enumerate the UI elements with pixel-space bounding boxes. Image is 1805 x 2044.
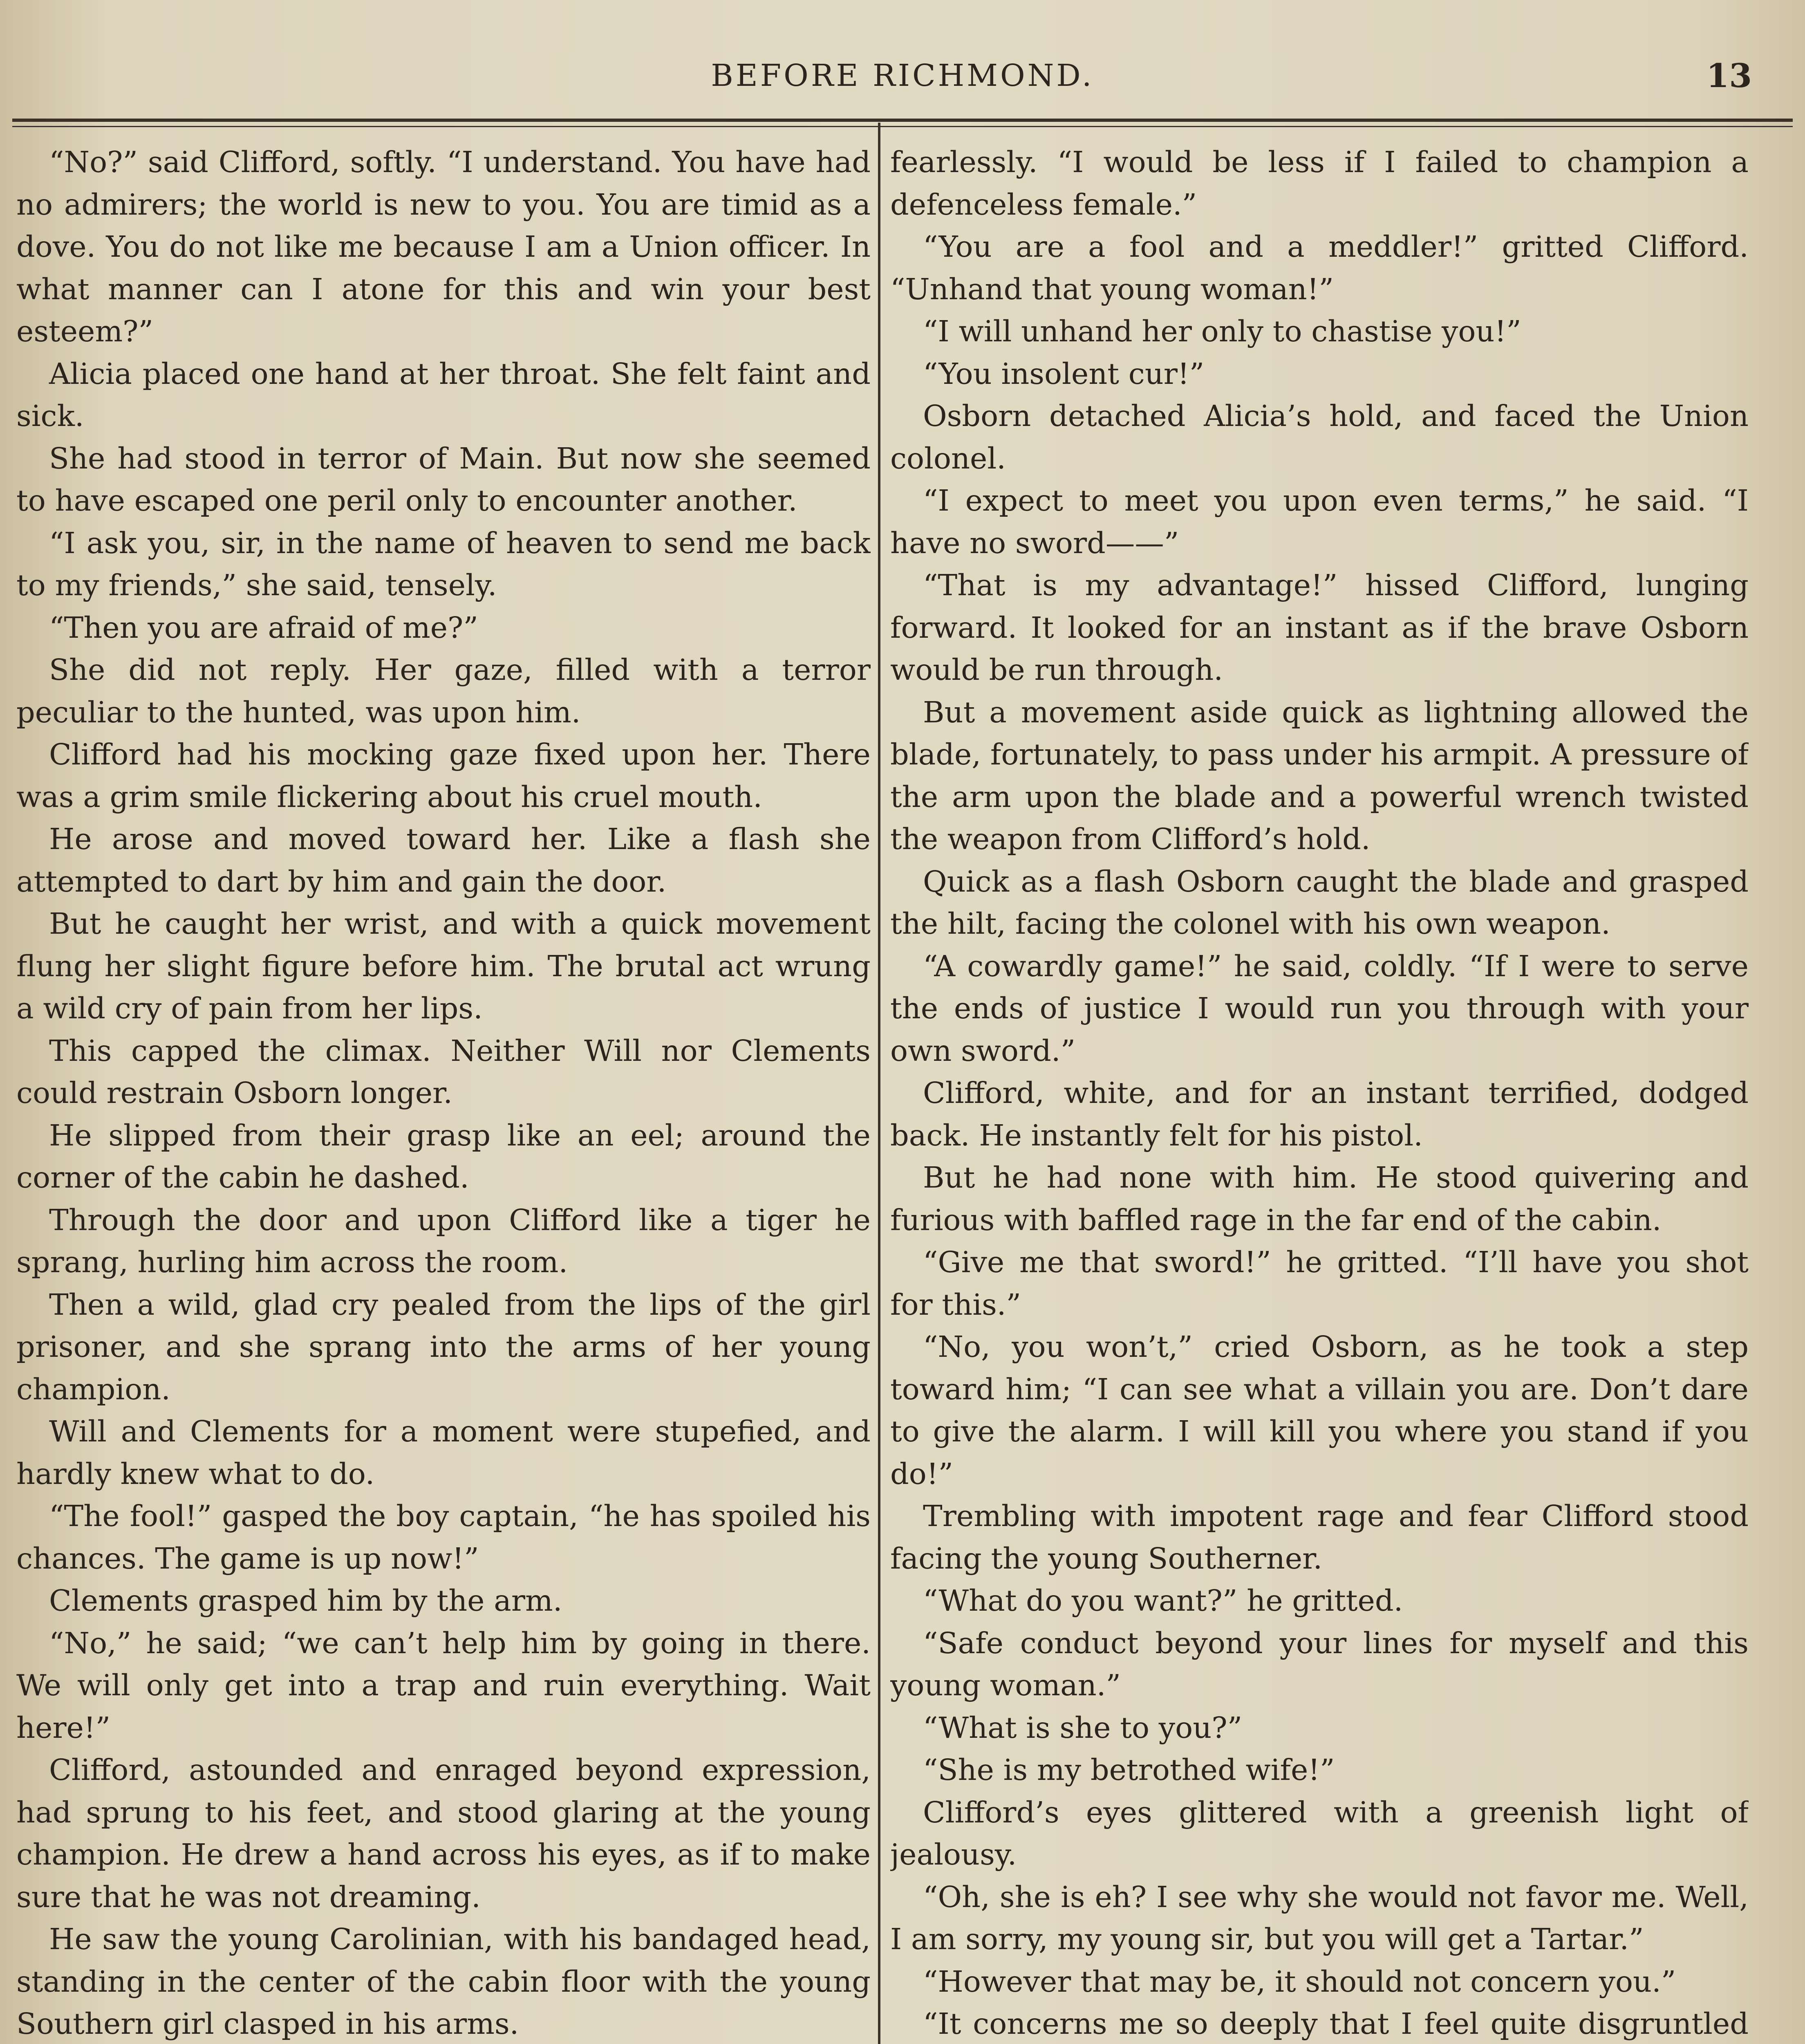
paragraph: Clifford’s eyes glittered with a greenish light of jealousy. [890, 1795, 1749, 1871]
paragraph: “No?” said Clifford, softly. “I understand. You have had no admirers; the world is new to you. You are timid as a dove. You do not like me because I am a Union officer. In what manner can I atone for this and win your best esteem?” [16, 145, 871, 348]
paragraph: “I will unhand her only to chastise you!” [923, 314, 1521, 348]
paragraph: But a movement aside quick as lightning allowed the blade, fortunately, to pass under his armpit. A pressure of the arm upon the blade and a powerful wrench twisted the weapon from Clifford’s hold. [890, 695, 1749, 856]
running-head: BEFORE RICHMOND. [711, 58, 1094, 93]
paragraph: He slipped from their grasp like an eel; around the corner of the cabin he dashed. [16, 1118, 871, 1195]
paragraph: She had stood in terror of Main. But now she seemed to have escaped one peril only to encounter another. [16, 441, 871, 518]
paragraph: Alicia placed one hand at her throat. She felt faint and sick. [16, 356, 871, 433]
page-number: 13 [1706, 56, 1752, 95]
paragraph: Will and Clements for a moment were stupefied, and hardly knew what to do. [16, 1414, 871, 1491]
paragraph: Quick as a flash Osborn caught the blade and grasped the hilt, facing the colonel with his own weapon. [890, 864, 1749, 941]
paragraph: “However that may be, it should not concern you.” [923, 1964, 1676, 1999]
paragraph: “What is she to you?” [923, 1710, 1243, 1745]
paragraph: Clifford, astounded and enraged beyond expression, had sprung to his feet, and stood glaring at the young champion. He drew a hand across his eyes, as if to make sure that he was not dreaming. [16, 1753, 871, 1914]
paragraph: “Give me that sword!” he gritted. “I’ll have you shot for this.” [890, 1245, 1749, 1322]
paragraph: This capped the climax. Neither Will nor Clements could restrain Osborn longer. [16, 1033, 871, 1110]
paragraph: He arose and moved toward her. Like a flash she attempted to dart by him and gain the door. [16, 822, 871, 899]
paragraph: “A cowardly game!” he said, coldly. “If I were to serve the ends of justice I would run you through with your own sword.” [890, 949, 1749, 1068]
paragraph: “Then you are afraid of me?” [49, 610, 478, 645]
header-rule [12, 119, 1793, 122]
paragraph: “You insolent cur!” [923, 356, 1205, 391]
paragraph: “It concerns me so deeply that I feel quite disgruntled [923, 2007, 1749, 2041]
paragraph: She did not reply. Her gaze, filled with a terror peculiar to the hunted, was upon him. [16, 653, 871, 729]
paragraph: “No, you won’t,” cried Osborn, as he took a step toward him; “I can see what a villain you are. Don’t dare to give the alarm. I will kill you where you stand if you do!” [890, 1330, 1749, 1491]
paragraph: He saw the young Carolinian, with his bandaged head, standing in the center of the cabin floor with the young Southern girl clasped in his arms. [16, 1922, 871, 2041]
column-divider [878, 123, 880, 2044]
paragraph: Trembling with impotent rage and fear Clifford stood facing the young Southerner. [890, 1499, 1749, 1576]
paragraph: “Oh, she is eh? I see why she would not favor me. Well, I am sorry, my young sir, but you will get a Tartar.” [890, 1880, 1749, 1956]
paragraph-continued: fearlessly. “I would be less if I failed to champion a defenceless female.” [890, 145, 1749, 222]
paragraph: “Safe conduct beyond your lines for myself and this young woman.” [890, 1626, 1749, 1702]
paragraph: Then a wild, glad cry pealed from the lips of the girl prisoner, and she sprang into the arms of her young champion. [16, 1287, 871, 1406]
header-rule-thin [12, 126, 1793, 127]
paragraph: Clements grasped him by the arm. [49, 1584, 562, 1618]
paragraph: Clifford had his mocking gaze fixed upon her. There was a grim smile flickering about his cruel mouth. [16, 737, 871, 814]
paragraph: “That is my advantage!” hissed Clifford, lunging forward. It looked for an instant as if the brave Osborn would be run through. [890, 568, 1749, 687]
paragraph: “She is my betrothed wife!” [923, 1753, 1335, 1787]
paragraph: “I expect to meet you upon even terms,” he said. “I have no sword——” [890, 484, 1749, 560]
paragraph: But he had none with him. He stood quivering and furious with baffled rage in the far end of the cabin. [890, 1161, 1749, 1237]
right-column [890, 141, 1749, 2044]
paragraph: “The fool!” gasped the boy captain, “he has spoiled his chances. The game is up now!” [16, 1499, 871, 1576]
paragraph: “No,” he said; “we can’t help him by going in there. We will only get into a trap and ruin everything. Wait here!” [16, 1626, 871, 1745]
paragraph: “What do you want?” he gritted. [923, 1584, 1403, 1618]
paragraph: But he caught her wrist, and with a quick movement flung her slight figure before him. The brutal act wrung a wild cry of pain from her lips. [16, 907, 871, 1025]
page-header [0, 49, 1805, 102]
left-column [16, 141, 871, 2044]
paragraph: “You are a fool and a meddler!” gritted Clifford. “Unhand that young woman!” [890, 230, 1749, 306]
paragraph: Clifford, white, and for an instant terrified, dodged back. He instantly felt for his pistol. [890, 1076, 1749, 1152]
paragraph: “I ask you, sir, in the name of heaven to send me back to my friends,” she said, tensely. [16, 526, 871, 602]
paragraph: Through the door and upon Clifford like a tiger he sprang, hurling him across the room. [16, 1203, 871, 1279]
paragraph: Osborn detached Alicia’s hold, and faced the Union colonel. [890, 399, 1749, 475]
